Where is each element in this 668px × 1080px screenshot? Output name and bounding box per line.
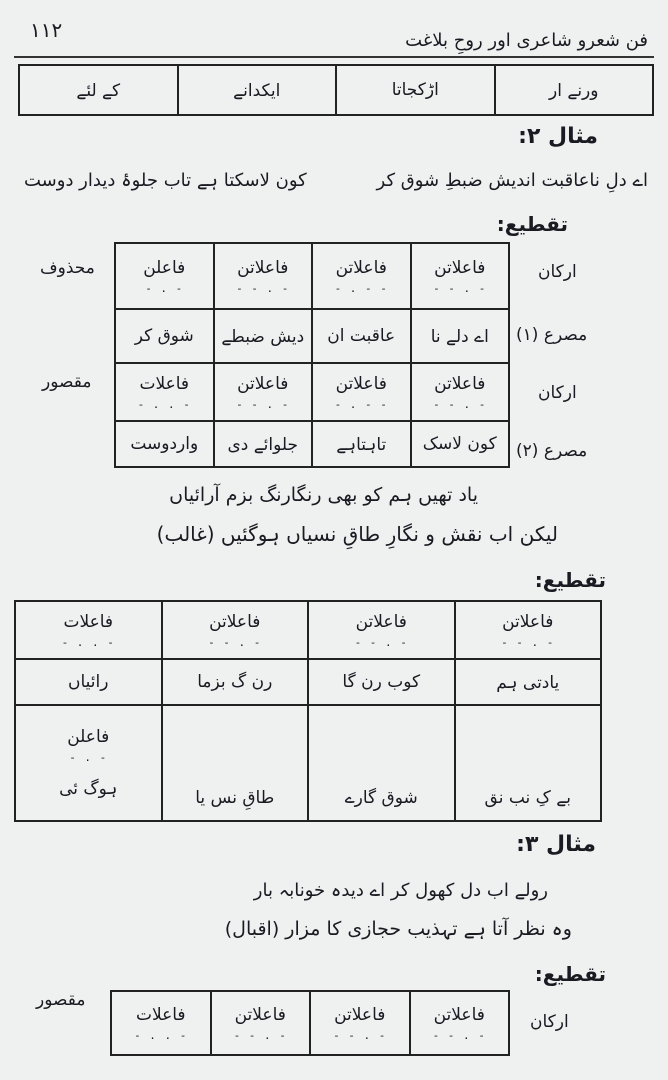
- book-title: فن شعرو شاعری اور روحِ بلاغت: [405, 30, 648, 51]
- taqti-label-1: تقطیع:: [496, 212, 568, 236]
- syllable-cell: شوق کر: [115, 309, 214, 363]
- iqbal-line-2: وہ نظر آتا ہے تہذیب حجازی کا مزار (اقبال): [224, 918, 572, 940]
- scansion-table-3: [110, 990, 510, 1056]
- syllable-cell: تاہتاہے: [312, 421, 411, 467]
- misra2-label: مصرع (۲): [516, 441, 588, 461]
- ghalib-line-1: یاد تھیں ہم کو بھی رنگارنگ بزم آرائیاں: [169, 484, 478, 506]
- top-cell: کے لئے: [19, 65, 178, 115]
- arkan-cell: فاعلاتن - . - -: [312, 243, 411, 309]
- arkan-cell: فاعلات - . . -: [115, 363, 214, 421]
- scansion-table-2: [14, 600, 602, 822]
- example3-heading: مثال ۳:: [516, 832, 596, 857]
- arkan-cell: فاعلاتن - - . -: [308, 601, 455, 659]
- syllable-cell: دیش ضبطے: [214, 309, 313, 363]
- maqsoor-label-2: مقصور: [36, 990, 86, 1010]
- mahzoof-label: محذوف: [40, 258, 95, 278]
- top-cell: ایکدانے: [178, 65, 337, 115]
- verse-part2: کون لاسکتا ہے تاب جلوۂ دیدار دوست: [24, 170, 307, 191]
- arkan-cell: فاعلن - . -: [115, 243, 214, 309]
- syllable-cell: رائیاں: [15, 659, 162, 705]
- syllable-cell: فاعلن - . - ہوگ ئی: [15, 705, 162, 821]
- syllable-cell: عاقبت ان: [312, 309, 411, 363]
- top-cell: اڑکجاتا: [336, 65, 495, 115]
- arkan-cell: فاعلاتن - - . -: [310, 991, 410, 1055]
- maqsoor-label-1: مقصور: [42, 372, 92, 392]
- top-word-table: [18, 64, 654, 116]
- arkan-label-2: ارکان: [538, 383, 577, 403]
- syllable-cell: طاقِ نس یا: [162, 705, 309, 821]
- arkan-cell: فاعلات - . . -: [15, 601, 162, 659]
- arkan-cell: فاعلاتن - - . -: [455, 601, 602, 659]
- taqti-label-3: تقطیع:: [534, 962, 606, 986]
- top-cell: ورنے ار: [495, 65, 654, 115]
- iqbal-line-1: رولے اب دل کھول کر اے دیدہ خونابہ بار: [253, 880, 548, 901]
- arkan-cell: فاعلاتن - - . -: [214, 363, 313, 421]
- syllable-cell: شوق گارے: [308, 705, 455, 821]
- arkan-cell: فاعلاتن - - . -: [411, 243, 510, 309]
- syllable-cell: کوب رن گا: [308, 659, 455, 705]
- arkan-cell: فاعلاتن - - . -: [211, 991, 311, 1055]
- arkan-cell: فاعلاتن - - . -: [410, 991, 510, 1055]
- taqti-label-2: تقطیع:: [534, 568, 606, 592]
- arkan-label-3: ارکان: [530, 1012, 569, 1032]
- page-number: ۱۱۲: [30, 18, 63, 42]
- syllable-cell: جلوائے دی: [214, 421, 313, 467]
- syllable-cell: کون لاسک: [411, 421, 510, 467]
- ghalib-line-2: لیکن اب نقش و نگارِ طاقِ نسیاں ہوگئیں (غالب): [156, 522, 558, 546]
- scansion-table-1: [114, 242, 510, 468]
- syllable-cell: اے دلے نا: [411, 309, 510, 363]
- arkan-cell: فاعلاتن - . - -: [312, 363, 411, 421]
- arkan-cell: فاعلاتن - - . -: [214, 243, 313, 309]
- syllable-cell: رن گ بزما: [162, 659, 309, 705]
- arkan-cell: فاعلات - . . -: [111, 991, 211, 1055]
- syllable-cell: بے کِ نب نق: [455, 705, 602, 821]
- syllable-cell: یادتی ہم: [455, 659, 602, 705]
- header-rule: [14, 56, 654, 58]
- arkan-cell: فاعلاتن - - . -: [411, 363, 510, 421]
- verse-part1: اے دلِ ناعاقبت اندیش ضبطِ شوق کر: [376, 170, 648, 191]
- example2-heading: مثال ۲:: [518, 124, 598, 149]
- arkan-cell: فاعلاتن - - . -: [162, 601, 309, 659]
- arkan-label-1: ارکان: [538, 262, 577, 282]
- misra1-label: مصرع (۱): [516, 325, 588, 345]
- syllable-cell: واردوست: [115, 421, 214, 467]
